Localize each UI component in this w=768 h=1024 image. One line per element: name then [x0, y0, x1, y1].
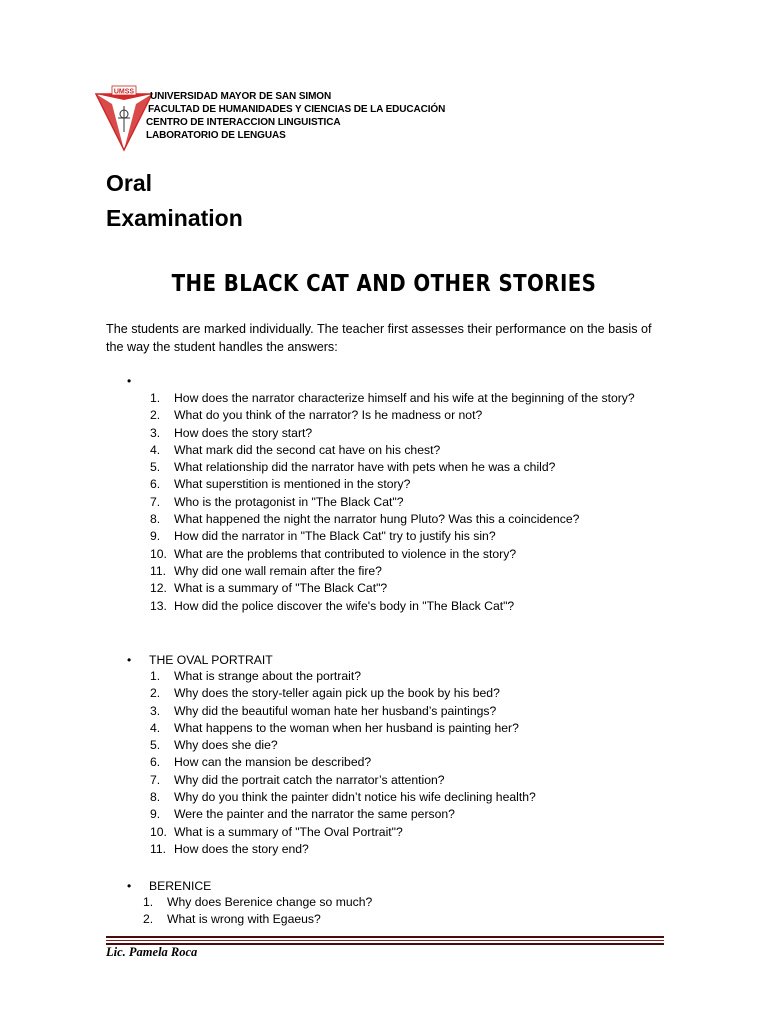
question-text: What is strange about the portrait? [174, 669, 361, 683]
list-item: 4. What mark did the second cat have on his chest? [150, 442, 644, 459]
letterhead [94, 84, 514, 154]
list-item: 7. Why did the portrait catch the narrator’s attention? [150, 772, 644, 789]
list-item: 2. What do you think of the narrator? Is he madness or not? [150, 407, 644, 424]
footer-author: Lic. Pamela Roca [106, 945, 198, 959]
list-item: 5. What relationship did the narrator have with pets when he was a child? [150, 459, 644, 476]
question-text: Who is the protagonist in "The Black Cat"? [174, 494, 404, 509]
question-text: Why does Berenice change so much? [167, 895, 373, 909]
bullet-icon: • [127, 653, 132, 667]
question-text: What happens to the woman when her husband is painting her? [174, 720, 519, 735]
story-title: THE BLACK CAT AND OTHER STORIES [171, 271, 597, 297]
list-item: 5. Why does she die? [150, 737, 644, 754]
question-text: What relationship did the narrator have with pets when he was a child? [174, 460, 556, 475]
bullet-icon: • [127, 374, 132, 388]
page-title [106, 166, 243, 236]
question-text: Why does the story-teller again pick up the book by his bed? [174, 686, 500, 701]
question-text: How does the story end? [174, 841, 309, 856]
question-text: What do you think of the narrator? Is he madness or not? [174, 408, 483, 423]
question-text: Why does she die? [174, 738, 278, 753]
question-text: How does the story start? [174, 425, 313, 440]
footer-divider [106, 936, 664, 938]
question-text: Why did one wall remain after the fire? [174, 563, 382, 578]
list-item: 8. Why do you think the painter didn’t notice his wife declining health? [150, 789, 644, 806]
question-list-berenice [143, 894, 637, 929]
question-text: What is wrong with Egaeus? [167, 912, 321, 927]
section-heading: THE OVAL PORTRAIT [149, 653, 273, 667]
list-item: 2. Why does the story-teller again pick up the book by his bed? [150, 685, 644, 702]
question-text: What is a summary of "The Oval Portrait"? [174, 824, 403, 839]
section-heading: BERENICE [149, 879, 212, 893]
question-text: Were the painter and the narrator the same person? [174, 807, 455, 822]
university-logo-icon [94, 84, 154, 154]
question-text: Why did the beautiful woman hate her husband’s paintings? [174, 703, 497, 718]
intro-paragraph: The students are marked individually. The teacher first assesses their performance on the basis of the way the student handles the answers: [106, 322, 652, 354]
list-item: 4. What happens to the woman when her husband is painting her? [150, 720, 644, 737]
question-text: Why did the portrait catch the narrator’s attention? [174, 772, 445, 787]
list-item: 12. What is a summary of "The Black Cat"? [150, 580, 644, 597]
institution-line: FACULTAD DE HUMANIDADES Y CIENCIAS DE LA EDUCACIÓN [148, 104, 446, 115]
list-item: 6. What superstition is mentioned in the story? [150, 476, 644, 493]
title-line-oral: Oral [106, 170, 153, 196]
list-item: 10. What is a summary of "The Oval Portrait"? [150, 824, 644, 841]
list-item: 7. Who is the protagonist in "The Black Cat"? [150, 494, 644, 511]
question-text: How did the narrator in "The Black Cat" try to justify his sin? [174, 529, 496, 544]
list-item: 3. Why did the beautiful woman hate her husband’s paintings? [150, 703, 644, 720]
institution-line: UNIVERSIDAD MAYOR DE SAN SIMON [150, 91, 332, 102]
institution-line: LABORATORIO DE LENGUAS [146, 130, 286, 141]
question-list-black-cat [150, 390, 644, 615]
list-item: 1. Why does Berenice change so much? [143, 894, 637, 911]
title-line-examination: Examination [106, 205, 243, 231]
list-item: 9. How did the narrator in "The Black Cat" try to justify his sin? [150, 528, 644, 545]
list-item: 8. What happened the night the narrator hung Pluto? Was this a coincidence? [150, 511, 644, 528]
logo-text: UMSS [113, 88, 135, 96]
institution-line: CENTRO DE INTERACCION LINGUISTICA [146, 117, 341, 128]
question-text: How did the police discover the wife's body in "The Black Cat"? [174, 598, 515, 613]
list-item: 9. Were the painter and the narrator the same person? [150, 806, 644, 823]
footer-divider [106, 940, 664, 941]
list-item: 11. Why did one wall remain after the fire? [150, 563, 644, 580]
list-item: 1. What is strange about the portrait? [150, 668, 644, 685]
list-item: 1. How does the narrator characterize himself and his wife at the beginning of the story? [150, 390, 644, 407]
question-text: What happened the night the narrator hung Pluto? Was this a coincidence? [174, 512, 580, 527]
question-text: What superstition is mentioned in the story? [174, 477, 411, 492]
question-text: What is a summary of "The Black Cat"? [174, 581, 388, 596]
question-text: How does the narrator characterize himself and his wife at the beginning of the story? [174, 391, 635, 405]
list-item: 13. How did the police discover the wife's body in "The Black Cat"? [150, 598, 644, 615]
list-item: 10. What are the problems that contributed to violence in the story? [150, 546, 644, 563]
list-item: 3. How does the story start? [150, 425, 644, 442]
question-text: How can the mansion be described? [174, 755, 372, 770]
list-item: 11. How does the story end? [150, 841, 644, 858]
institution-lines [148, 90, 445, 142]
list-item: 6. How can the mansion be described? [150, 754, 644, 771]
question-list-oval-portrait [150, 668, 644, 858]
list-item: 2. What is wrong with Egaeus? [143, 911, 637, 928]
bullet-icon: • [127, 879, 132, 893]
question-text: What mark did the second cat have on his chest? [174, 442, 441, 457]
question-text: What are the problems that contributed to violence in the story? [174, 546, 517, 561]
question-text: Why do you think the painter didn’t notice his wife declining health? [174, 790, 536, 805]
